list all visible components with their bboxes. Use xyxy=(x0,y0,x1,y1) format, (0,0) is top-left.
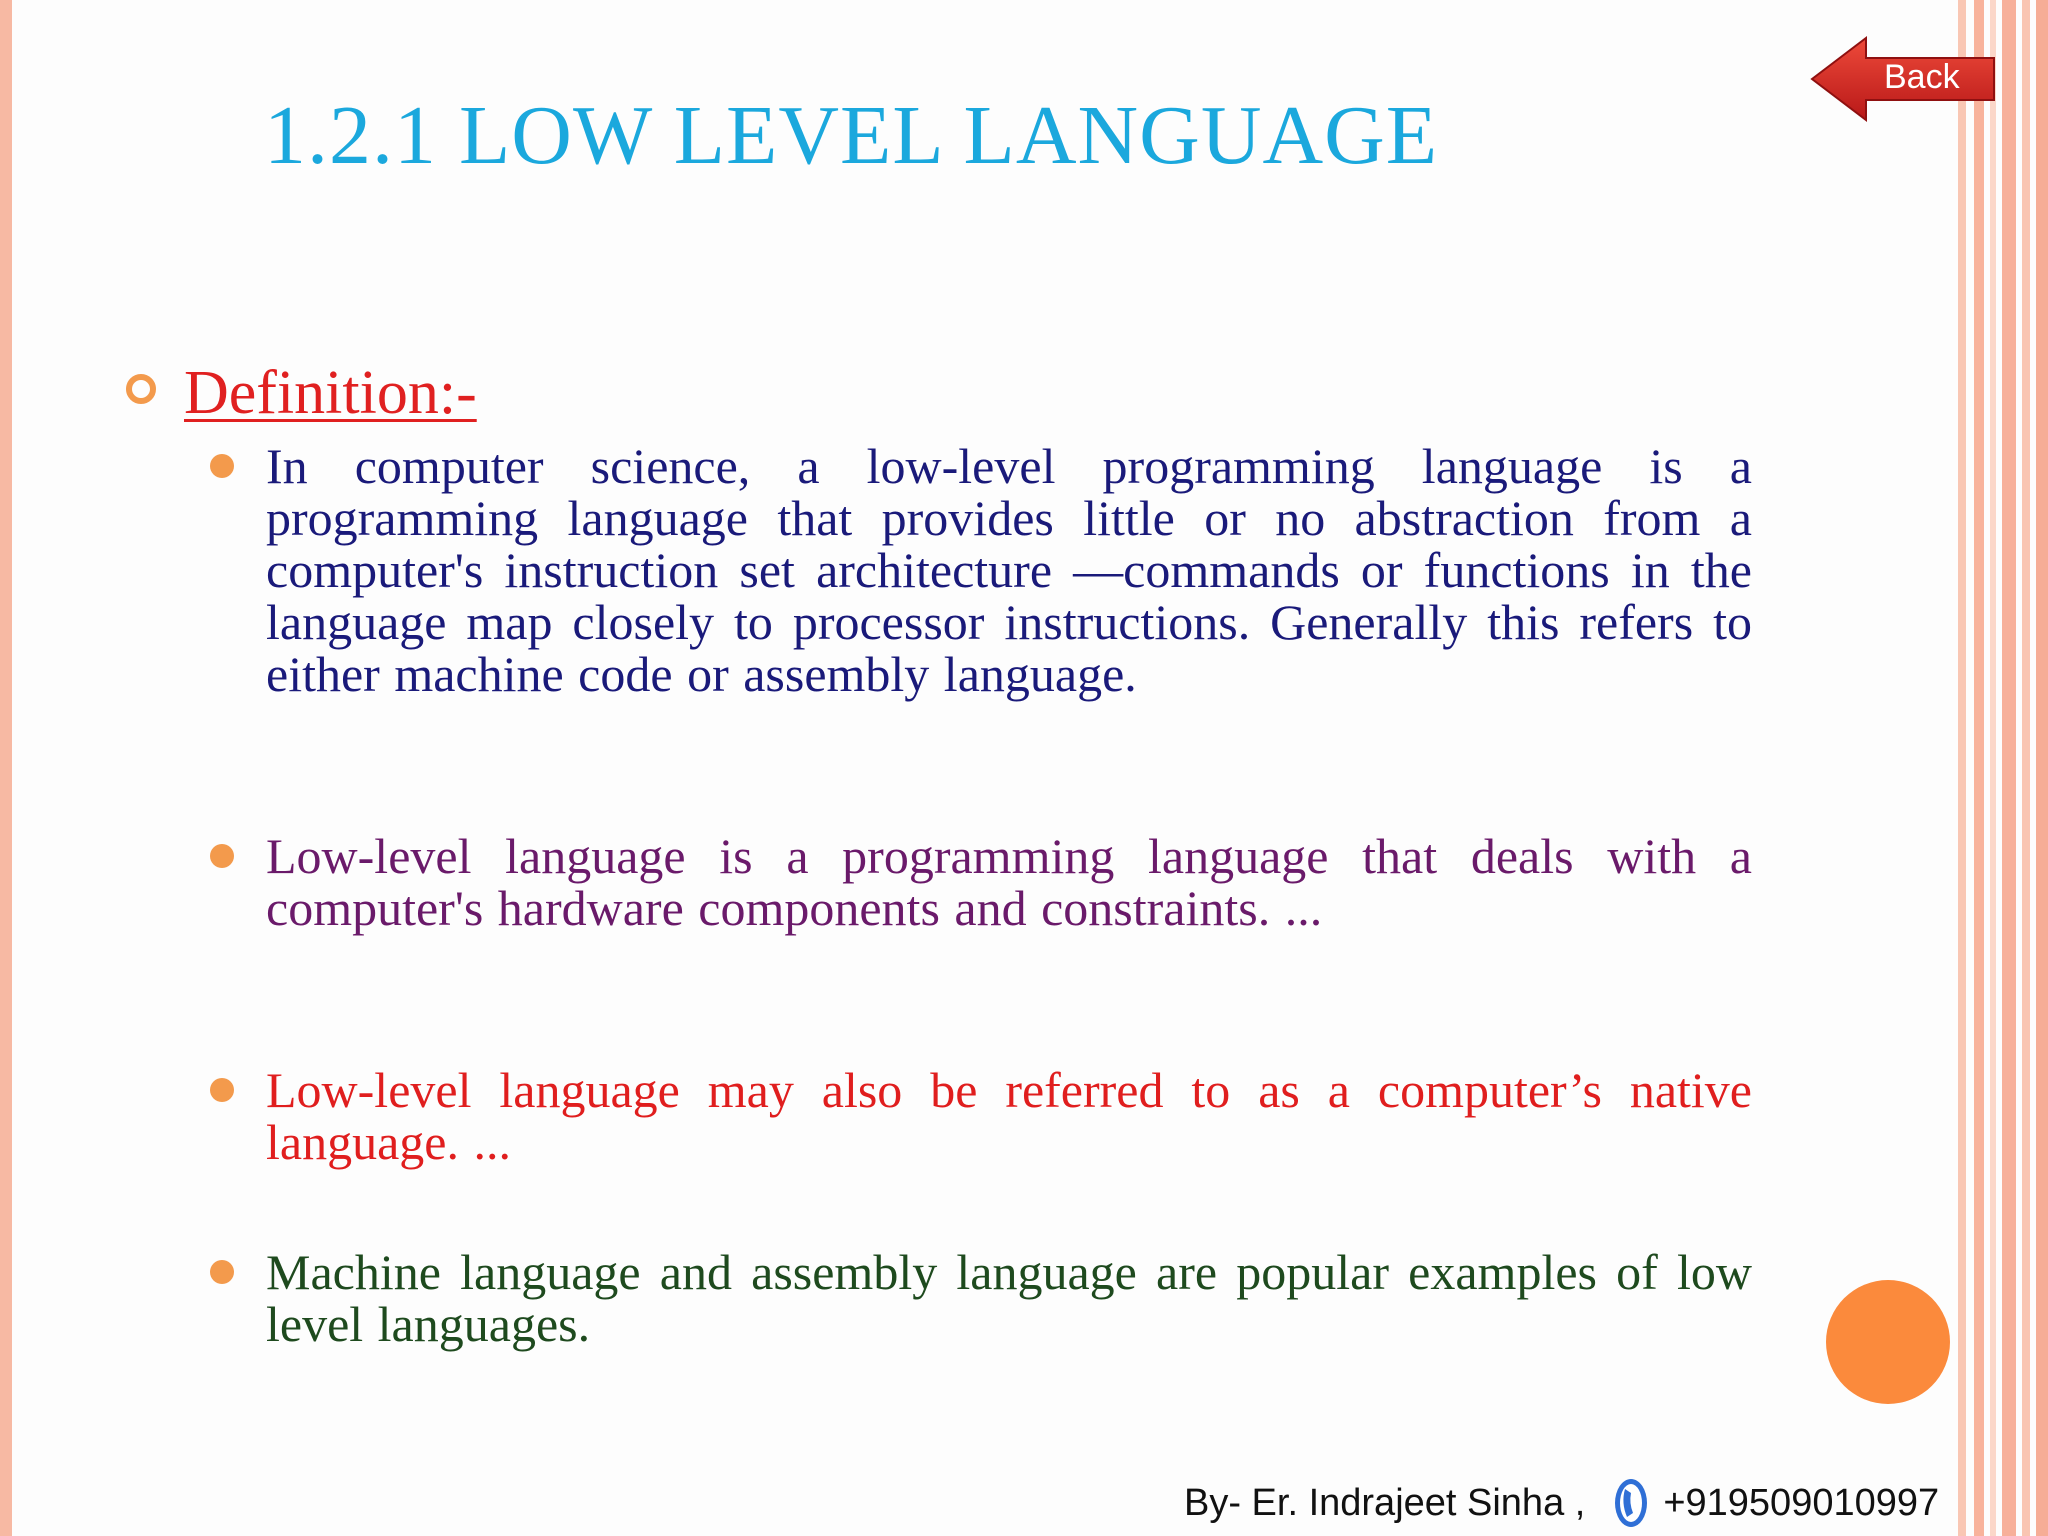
phone-icon xyxy=(1613,1477,1649,1529)
bullet-text: Machine language and assembly language are popular examples of low level languages. xyxy=(266,1244,1752,1352)
dot-bullet-icon xyxy=(210,844,234,868)
bullet-text: In computer science, a low-level programming language is a programming language that provides little or no abstraction from a computer's instruction set architecture —commands or functions in the language map closely to processor instructions. Generally this refers to either machine code or assembly language. xyxy=(266,438,1752,702)
footer-author: By- Er. Indrajeet Sinha , xyxy=(1184,1481,1586,1524)
left-border xyxy=(0,0,12,1536)
footer xyxy=(1184,1476,1939,1530)
ring-bullet-icon xyxy=(126,374,156,404)
bullet-text: Low-level language may also be referred to as a computer’s native language. ... xyxy=(266,1062,1752,1170)
slide-title: 1.2.1 LOW LEVEL LANGUAGE xyxy=(264,89,1439,182)
dot-bullet-icon xyxy=(210,1078,234,1102)
dot-bullet-icon xyxy=(210,1260,234,1284)
bullet-text: Low-level language is a programming language that deals with a computer's hardware components and constraints. ... xyxy=(266,828,1752,936)
back-button-label: Back xyxy=(1884,58,1960,96)
back-button[interactable] xyxy=(1808,34,1998,124)
dot-bullet-icon xyxy=(210,454,234,478)
footer-phone: +919509010997 xyxy=(1663,1481,1940,1524)
definition-heading: Definition:- xyxy=(184,359,477,427)
decorative-circle xyxy=(1826,1280,1950,1404)
